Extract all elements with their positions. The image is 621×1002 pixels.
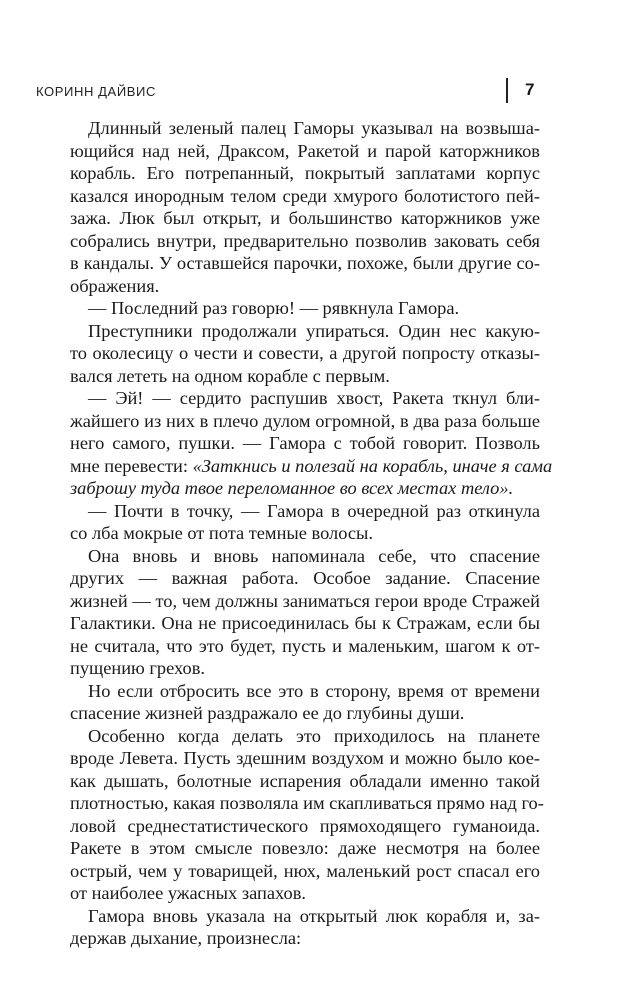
- text-line: [70, 635, 540, 658]
- text-line-plain: то околесицу о чести и совести, а другой попросту отказы-: [70, 343, 540, 363]
- text-line: [70, 725, 540, 748]
- text-line-plain: не считала, что это будет, пусть и маленьким, шагом к от-: [70, 635, 540, 656]
- text-line: [70, 342, 540, 365]
- text-line-plain: собрались внутри, предварительно позволив заковать себя: [70, 230, 540, 251]
- text-line-plain: спасение жизней раздражало ее до глубины души.: [70, 703, 465, 723]
- text-line: [70, 230, 540, 253]
- text-line-italic: «Заткнись и полезай на корабль, иначе я сама: [192, 455, 553, 476]
- text-line-plain: Длинный зеленый палец Гаморы указывал на возвыша-: [88, 118, 540, 138]
- text-line: [70, 365, 540, 388]
- text-line-plain: Ракете в этом смысле повезло: даже несмотря на более: [70, 838, 540, 858]
- text-line: [70, 680, 540, 703]
- text-line: [70, 207, 540, 230]
- text-line-plain: ющийся над ней, Драксом, Ракетой и парой каторжников: [70, 140, 540, 161]
- text-line: [70, 882, 540, 905]
- text-line-plain: — Эй! — сердито распушив хвост, Ракета ткнул бли-: [88, 388, 540, 408]
- text-line: [70, 275, 540, 298]
- text-line: [70, 387, 540, 410]
- author-name: КОРИНН ДАЙВИС: [36, 84, 156, 99]
- text-line-plain: Галактики. Она не присоединилась бы к Стражам, если бы: [70, 613, 540, 633]
- text-line-plain: мне перевести:: [70, 455, 193, 476]
- text-line-plain: вался лететь на одном корабле с первым.: [70, 365, 390, 386]
- text-line: [70, 770, 540, 793]
- text-line-plain: жайшего из них в плечо дулом огромной, в два раза больше: [70, 410, 540, 431]
- text-line: [70, 410, 540, 433]
- text-line-plain: вроде Левета. Пусть здешним воздухом и можно было кое-: [70, 748, 540, 768]
- text-line-plain: со лба мокрые от пота темные волосы.: [70, 523, 373, 543]
- text-line-plain: Преступники продолжали упираться. Один нес какую-: [88, 320, 540, 341]
- text-line-italic: заброшу туда твое переломанное во всех местах тело».: [70, 478, 514, 498]
- text-line: [70, 747, 540, 770]
- text-line-plain: Особенно когда делать это приходилось на планете: [88, 725, 540, 746]
- text-line: [70, 815, 540, 838]
- text-line: [70, 297, 540, 320]
- text-line: [70, 612, 540, 635]
- text-line-plain: от наиболее ужасных запахов.: [70, 883, 306, 903]
- text-line: [70, 927, 540, 950]
- text-line: [70, 837, 540, 860]
- text-line-plain: зажа. Люк был открыт, и большинство каторжников уже: [70, 208, 540, 228]
- text-line-plain: других — важная работа. Особое задание. Спасение: [70, 568, 540, 588]
- text-line-plain: него самого, пушки. — Гамора с тобой говорит. Позволь: [70, 433, 540, 453]
- text-line: [70, 185, 540, 208]
- text-line-plain: Она вновь и вновь напоминала себе, что спасение: [88, 545, 540, 566]
- text-line-plain: держав дыхание, произнесла:: [70, 928, 302, 948]
- text-line-plain: ображения.: [70, 275, 160, 296]
- page-number: 7: [525, 80, 535, 99]
- text-line: [70, 860, 540, 883]
- text-line-plain: пущению грехов.: [70, 658, 206, 678]
- text-line: [70, 792, 544, 815]
- text-line-plain: жизней — то, чем должны заниматься герои вроде Стражей: [70, 590, 540, 611]
- text-line: [70, 117, 540, 140]
- text-line: [70, 140, 540, 163]
- text-line-plain: плотностью, какая позволяла им скапливаться прямо над го-: [70, 793, 544, 813]
- text-line-plain: в кандалы. У оставшейся парочки, похоже, были другие со-: [70, 253, 540, 273]
- text-line-plain: острый, чем у товарищей, нюх, маленький рост спасал его: [70, 860, 540, 881]
- text-line: [70, 590, 540, 613]
- text-line: [70, 567, 540, 590]
- text-line-plain: Но если отбросить все это в сторону, время от времени: [88, 680, 540, 701]
- text-line: [70, 455, 553, 478]
- text-line-plain: ловой среднестатистического прямоходящего гуманоида.: [70, 815, 540, 836]
- text-line: [70, 320, 540, 343]
- text-line-plain: корабль. Его потрепанный, покрытый заплатами корпус: [70, 163, 540, 183]
- text-line-plain: казался инородным телом среди хмурого болотистого пей-: [70, 185, 540, 206]
- text-line-plain: Гамора вновь указала на открытый люк корабля и, за-: [88, 905, 540, 926]
- page-body-text: [70, 117, 553, 950]
- text-line: [70, 905, 540, 928]
- text-line: [70, 477, 540, 500]
- text-line: [70, 500, 540, 523]
- text-line: [70, 432, 540, 455]
- text-line-plain: как дышать, болотные испарения обладали именно такой: [70, 770, 540, 791]
- text-line: [70, 522, 540, 545]
- text-line: [70, 702, 540, 725]
- text-line: [70, 252, 540, 275]
- text-line-plain: — Почти в точку, — Гамора в очередной раз откинула: [88, 500, 540, 521]
- text-line-plain: — Последний раз говорю! — рявкнула Гамора.: [88, 298, 460, 318]
- running-header: [0, 0, 621, 110]
- text-line: [70, 162, 540, 185]
- text-line: [70, 545, 540, 568]
- text-line: [70, 657, 540, 680]
- header-divider: [506, 78, 508, 103]
